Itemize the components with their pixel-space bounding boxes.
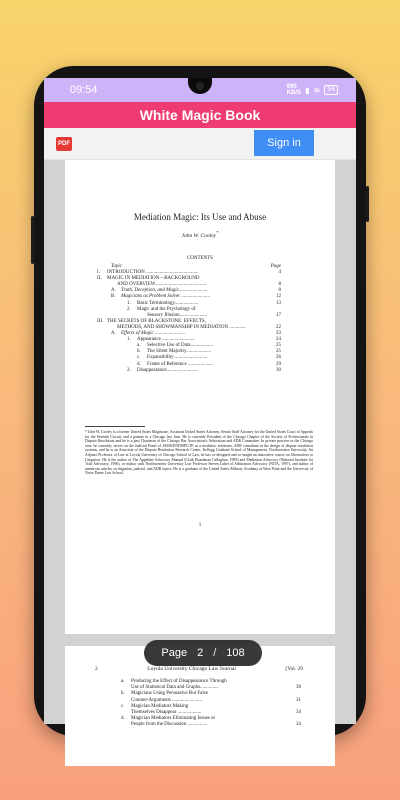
toc-list-continued — [121, 679, 301, 729]
toc-entry: A. Truth, Deception, and Magic....................... 8 — [111, 288, 281, 294]
toc-entry: c. Magician Mediators Making — [121, 703, 189, 709]
document-author: John W. Cooley* — [181, 230, 219, 239]
toc-entry: B. Magicians as Problem Solver ....................... 12 — [111, 294, 281, 300]
toc-header: Topic Page — [111, 264, 281, 269]
toc-entry: d. Frame of Reference .................... 29 — [137, 361, 281, 367]
volume-button — [31, 216, 34, 264]
app-bar — [44, 102, 356, 128]
running-header: 2 Loyola University Chicago Law Journal [Vol. 29 — [95, 666, 303, 672]
toc-entry: Themselves Disappear ................... 34 — [131, 710, 301, 716]
toc-entry: METHODS, AND SHOWMANSHIP IN MEDIATION ............. 22 — [117, 324, 281, 330]
wifi-icon: ≋ — [313, 85, 321, 95]
toc-entry: d. Magician Mediators Eliminating Issues or — [121, 716, 216, 722]
status-icons — [287, 84, 338, 96]
toc-entry: AND OVERVIEW......................................... 8 — [117, 282, 281, 288]
toc-entry: I. INTRODUCTION .......................................... 4 — [97, 270, 281, 276]
toc-entry: People from the Discussion ................ 34 — [131, 722, 301, 728]
toc-entry: c. Expansibility .......................... 26 — [137, 355, 281, 361]
contents-heading: CONTENTS — [186, 256, 214, 261]
toc-entry: Counter-Arguments ........................ 31 — [131, 697, 301, 703]
toc-entry: 1. Basic Terminology................... 13 — [127, 300, 281, 306]
toc-entry: a. Producing the Effect of Disappearance Through — [121, 679, 227, 684]
toc-entry: 2. Disappearance......................... 30 — [127, 367, 281, 373]
phone-frame — [34, 66, 366, 736]
page-indicator: Page 2 / 108 — [144, 640, 262, 666]
toc-entry: III. THE SECRETS OF BLACKSTONE: EFFECTS, — [97, 318, 206, 324]
toc-entry: b. Magicians Using Persuasive But False — [121, 691, 208, 697]
status-time: 09:54 — [70, 84, 98, 96]
table-of-contents — [91, 264, 281, 374]
document-title: Mediation Magic: Its Use and Abuse — [133, 212, 267, 222]
toc-entry: A. Effects of Magic ........................ 23 — [111, 331, 281, 337]
toc-entry: 1. Appearance .......................... 24 — [127, 337, 281, 343]
page-number: 1 — [198, 523, 202, 528]
battery-icon: 54 — [324, 85, 338, 95]
pdf-icon[interactable]: PDF — [56, 137, 72, 151]
pdf-page-1 — [65, 160, 335, 634]
app-title: White Magic Book — [139, 107, 261, 123]
footnote: * John W. Cooley is a former United States Magistrate, Assistant United States Attorney, Senior Staff Attorney for the United States Court of Appeals for the Seventh Circuit, and a partner in a Chicago law firm. He is currently President of the Chicago Chapter of the Society of Professionals in Dispute Resolution and he is a past Chairman of the Chicago Bar Association's Arbitration and ADR Committee. In private practice in the Chicago area, he currently serves on the Judicial Panel of JAMS/ENDISPUTE as a mediator, arbitrator, ADR consultant in the design of dispute resolution systems, and he is an Associate of the Dispute Resolution Research Center, Kellogg Graduate School of Management, Northwestern University. An Adjunct Professor of Law at Loyola University of Chicago School of Law, he has co-designed and co-taught an innovative course on Alternatives to Litigation. He is the author of The Appellate Advocacy Manual (Clark Boardman Callaghan, 1989) and Mediation Advocacy (National Institute for Trial Advocacy, 1996), co-author with Northwestern University Law Professor Steven Lubet of Arbitration Advocacy (NITA, 1997), and author of numerous articles on litigation, judicial, and ADR topics. He is a graduate of the United States Military Academy at West Point and the University of Notre Dame Law School. — [85, 430, 313, 476]
power-button — [366, 186, 369, 222]
toc-entry: a. Selective Use of Data.................. 25 — [137, 343, 281, 349]
screen — [44, 78, 356, 728]
toc-entry: 2. Magic and the Psychology of — [127, 306, 196, 312]
toc-list — [91, 270, 281, 374]
toc-entry: Use of Statistical Data and Graphs............... 30 — [131, 685, 301, 691]
sign-in-button[interactable]: Sign in — [254, 130, 314, 156]
footnote-rule — [85, 426, 145, 427]
camera-icon — [196, 82, 204, 90]
toc-entry: II. MAGIC IN MEDIATION—BACKGROUND — [97, 276, 200, 282]
network-speed: 995 KB/S — [286, 84, 302, 96]
toc-entry: b. The Silent Majority.................... 25 — [137, 349, 281, 355]
signal-icon: ▮ — [305, 85, 310, 95]
toc-entry: Sensory Illusion...................... 17 — [147, 312, 281, 318]
ad-banner[interactable] — [44, 128, 356, 160]
